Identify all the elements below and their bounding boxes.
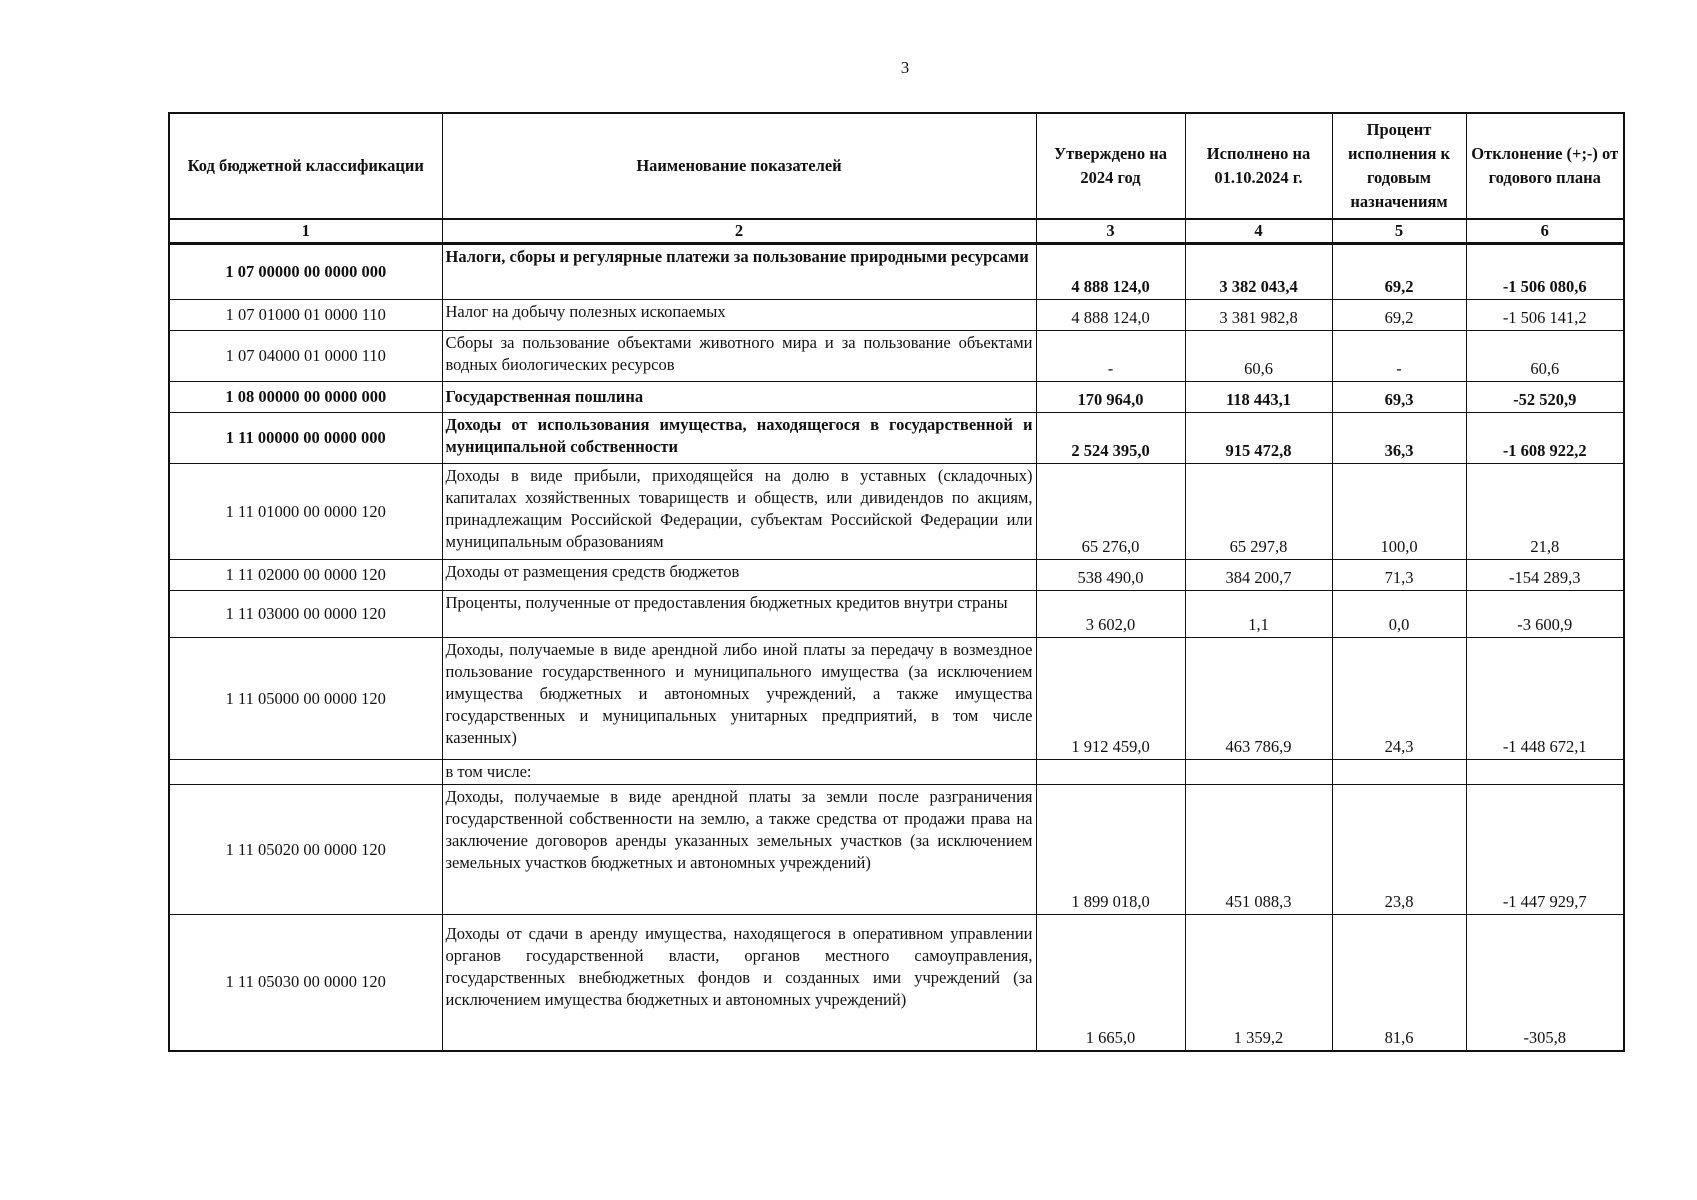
row-percent: 69,3 [1332,382,1466,413]
row-executed: 118 443,1 [1185,382,1332,413]
table-row [169,785,1624,915]
table-row [169,915,1624,1051]
row-code: 1 07 04000 01 0000 110 [169,331,442,382]
row-approved: 3 602,0 [1036,591,1185,638]
header-row [169,113,1624,219]
row-executed: 451 088,3 [1185,785,1332,915]
row-code [169,760,442,785]
table-row [169,464,1624,560]
row-approved: 4 888 124,0 [1036,300,1185,331]
row-code: 1 08 00000 00 0000 000 [169,382,442,413]
row-executed: 1,1 [1185,591,1332,638]
row-name: Доходы от использования имущества, находящегося в государственной и муниципальной собственности [442,413,1036,464]
row-approved: 538 490,0 [1036,560,1185,591]
header-percent: Процент исполнения к годовым назначениям [1332,113,1466,219]
row-deviation: 60,6 [1466,331,1624,382]
row-name: Налог на добычу полезных ископаемых [442,300,1036,331]
row-approved [1036,760,1185,785]
row-deviation: -1 608 922,2 [1466,413,1624,464]
row-executed [1185,760,1332,785]
table-row [169,300,1624,331]
row-percent: 36,3 [1332,413,1466,464]
column-number: 5 [1332,219,1466,244]
row-executed: 1 359,2 [1185,915,1332,1051]
row-approved: - [1036,331,1185,382]
column-number-row [169,219,1624,244]
row-deviation: -305,8 [1466,915,1624,1051]
row-percent: 81,6 [1332,915,1466,1051]
row-approved: 1 899 018,0 [1036,785,1185,915]
budget-table [168,112,1625,1052]
row-percent: 24,3 [1332,638,1466,760]
row-name: Доходы, получаемые в виде арендной платы за земли после разграничения государственной собственности на землю, а также средства от продажи права на заключение договоров аренды указанных земельных участков (за исключением земельных участков бюджетных и автономных учреждений) [442,785,1036,915]
row-code: 1 11 02000 00 0000 120 [169,560,442,591]
row-executed: 384 200,7 [1185,560,1332,591]
header-code: Код бюджетной классификации [169,113,442,219]
row-deviation: -1 506 141,2 [1466,300,1624,331]
row-approved: 2 524 395,0 [1036,413,1185,464]
row-name: Доходы от размещения средств бюджетов [442,560,1036,591]
row-approved: 1 912 459,0 [1036,638,1185,760]
row-name: Сборы за пользование объектами животного мира и за пользование объектами водных биологических ресурсов [442,331,1036,382]
row-deviation: -52 520,9 [1466,382,1624,413]
row-executed: 60,6 [1185,331,1332,382]
row-approved: 65 276,0 [1036,464,1185,560]
table-row [169,638,1624,760]
row-name: Налоги, сборы и регулярные платежи за пользование природными ресурсами [442,244,1036,300]
row-deviation: -1 448 672,1 [1466,638,1624,760]
row-executed: 463 786,9 [1185,638,1332,760]
row-name: Государственная пошлина [442,382,1036,413]
row-code: 1 11 05030 00 0000 120 [169,915,442,1051]
row-approved: 1 665,0 [1036,915,1185,1051]
row-name: Доходы от сдачи в аренду имущества, находящегося в оперативном управлении органов государственной власти, органов местного самоуправления, государственных внебюджетных фондов и созданных ими учреждений (за исключением имущества бюджетных и автономных учреждений) [442,915,1036,1051]
table-row [169,760,1624,785]
row-name: Доходы, получаемые в виде арендной либо иной платы за передачу в возмездное пользование государственного и муниципального имущества (за исключением имущества бюджетных и автономных учреждений, а также имущества государственных и муниципальных унитарных предприятий, в том числе казенных) [442,638,1036,760]
header-name: Наименование показателей [442,113,1036,219]
row-name: в том числе: [442,760,1036,785]
table-row [169,591,1624,638]
row-deviation [1466,760,1624,785]
row-percent: 23,8 [1332,785,1466,915]
row-percent: 71,3 [1332,560,1466,591]
header-executed: Исполнено на 01.10.2024 г. [1185,113,1332,219]
row-code: 1 07 00000 00 0000 000 [169,244,442,300]
column-number: 3 [1036,219,1185,244]
row-deviation: -3 600,9 [1466,591,1624,638]
row-name: Доходы в виде прибыли, приходящейся на долю в уставных (складочных) капиталах хозяйственных товариществ и обществ, или дивидендов по акциям, принадлежащим Российской Федерации, субъектам Российской Федерации или муниципальным образованиям [442,464,1036,560]
row-code: 1 11 05020 00 0000 120 [169,785,442,915]
table-row [169,560,1624,591]
row-code: 1 07 01000 01 0000 110 [169,300,442,331]
column-number: 4 [1185,219,1332,244]
row-executed: 915 472,8 [1185,413,1332,464]
header-approved: Утверждено на 2024 год [1036,113,1185,219]
row-deviation: -1 506 080,6 [1466,244,1624,300]
table-row [169,382,1624,413]
row-executed: 3 382 043,4 [1185,244,1332,300]
row-percent: 100,0 [1332,464,1466,560]
column-number: 1 [169,219,442,244]
row-approved: 4 888 124,0 [1036,244,1185,300]
column-number: 6 [1466,219,1624,244]
row-code: 1 11 03000 00 0000 120 [169,591,442,638]
table-row [169,413,1624,464]
row-percent [1332,760,1466,785]
row-deviation: -154 289,3 [1466,560,1624,591]
row-code: 1 11 00000 00 0000 000 [169,413,442,464]
row-deviation: -1 447 929,7 [1466,785,1624,915]
row-percent: 69,2 [1332,300,1466,331]
table-row [169,244,1624,300]
row-name: Проценты, полученные от предоставления бюджетных кредитов внутри страны [442,591,1036,638]
row-code: 1 11 05000 00 0000 120 [169,638,442,760]
row-deviation: 21,8 [1466,464,1624,560]
row-percent: - [1332,331,1466,382]
row-code: 1 11 01000 00 0000 120 [169,464,442,560]
row-executed: 3 381 982,8 [1185,300,1332,331]
page-number: 3 [900,58,910,77]
row-executed: 65 297,8 [1185,464,1332,560]
row-percent: 0,0 [1332,591,1466,638]
table-row [169,331,1624,382]
column-number: 2 [442,219,1036,244]
row-approved: 170 964,0 [1036,382,1185,413]
row-percent: 69,2 [1332,244,1466,300]
header-deviation: Отклонение (+;-) от годового плана [1466,113,1624,219]
